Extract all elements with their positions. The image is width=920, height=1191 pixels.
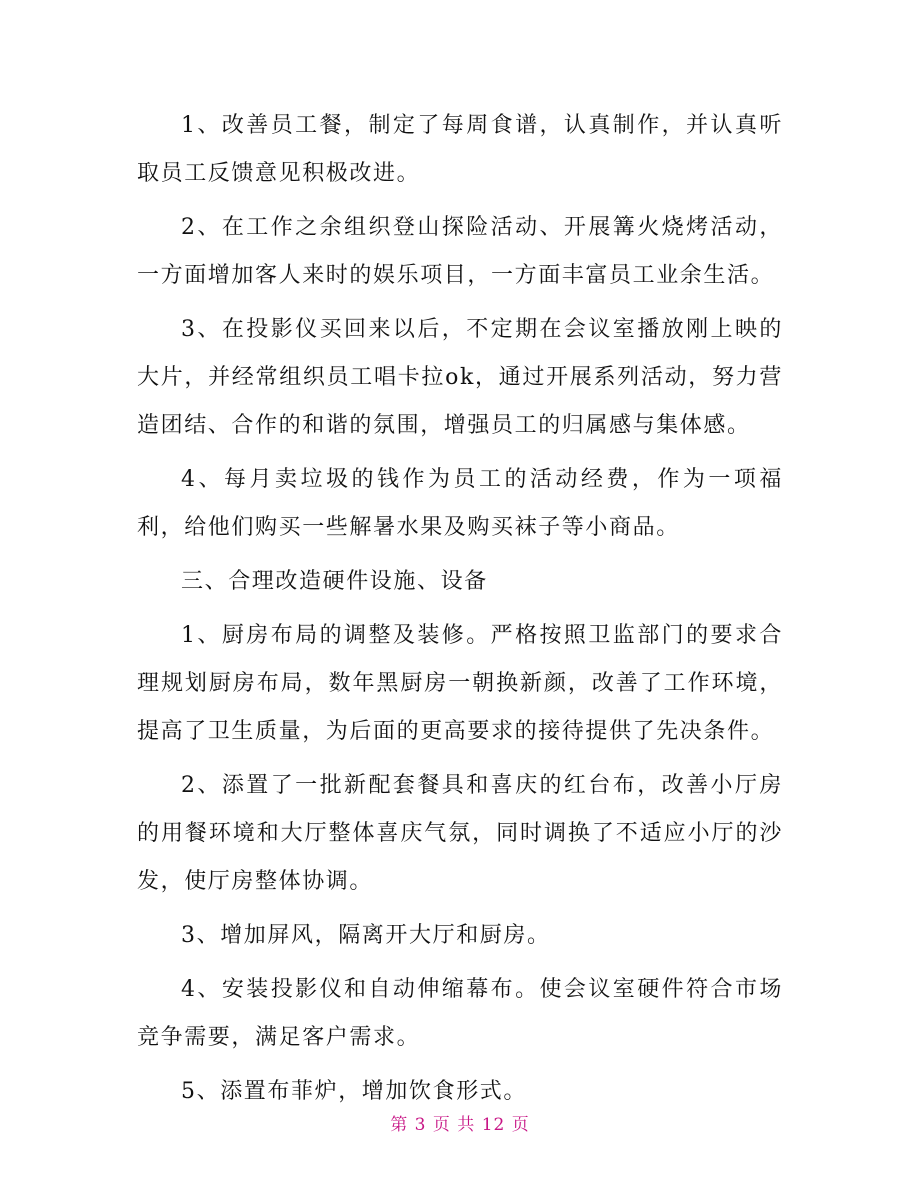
- paragraph-staff-meals: 1、改善员工餐，制定了每周食谱，认真制作，并认真听取员工反馈意见积极改进。: [137, 113, 783, 186]
- section-heading-hardware: 三、合理改造硬件设施、设备: [181, 569, 488, 594]
- paragraph-activity-funds: 4、每月卖垃圾的钱作为员工的活动经费，作为一项福利，给他们购买一些解暑水果及购买袜子等小商品。: [137, 467, 783, 540]
- document-body: [137, 102, 783, 1122]
- paragraph-tableware: 2、添置了一批新配套餐具和喜庆的红台布，改善小厅房的用餐环境和大厅整体喜庆气氛，同时调换了不适应小厅的沙发，使厅房整体协调。: [137, 773, 783, 894]
- paragraph-projector-install: 4、安装投影仪和自动伸缩幕布。使会议室硬件符合市场竞争需要，满足客户需求。: [137, 977, 783, 1050]
- paragraph-outdoor-activities: 2、在工作之余组织登山探险活动、开展篝火烧烤活动，一方面增加客人来时的娱乐项目，一方面丰富员工业余生活。: [137, 215, 783, 288]
- paragraph-screen-partition: 3、增加屏风，隔离开大厅和厨房。: [181, 923, 551, 948]
- page-number-footer: 第 3 页 共 12 页: [390, 1115, 530, 1135]
- paragraph-kitchen-renovation: 1、厨房布局的调整及装修。严格按照卫监部门的要求合理规划厨房布局，数年黑厨房一朝换新颜，改善了工作环境，提高了卫生质量，为后面的更高要求的接待提供了先决条件。: [137, 623, 783, 744]
- paragraph-projector-movies: 3、在投影仪买回来以后，不定期在会议室播放刚上映的大片，并经常组织员工唱卡拉ok，通过开展系列活动，努力营造团结、合作的和谐的氛围，增强员工的归属感与集体感。: [137, 317, 783, 438]
- paragraph-buffet-stove: 5、添置布菲炉，增加饮食形式。: [181, 1079, 527, 1104]
